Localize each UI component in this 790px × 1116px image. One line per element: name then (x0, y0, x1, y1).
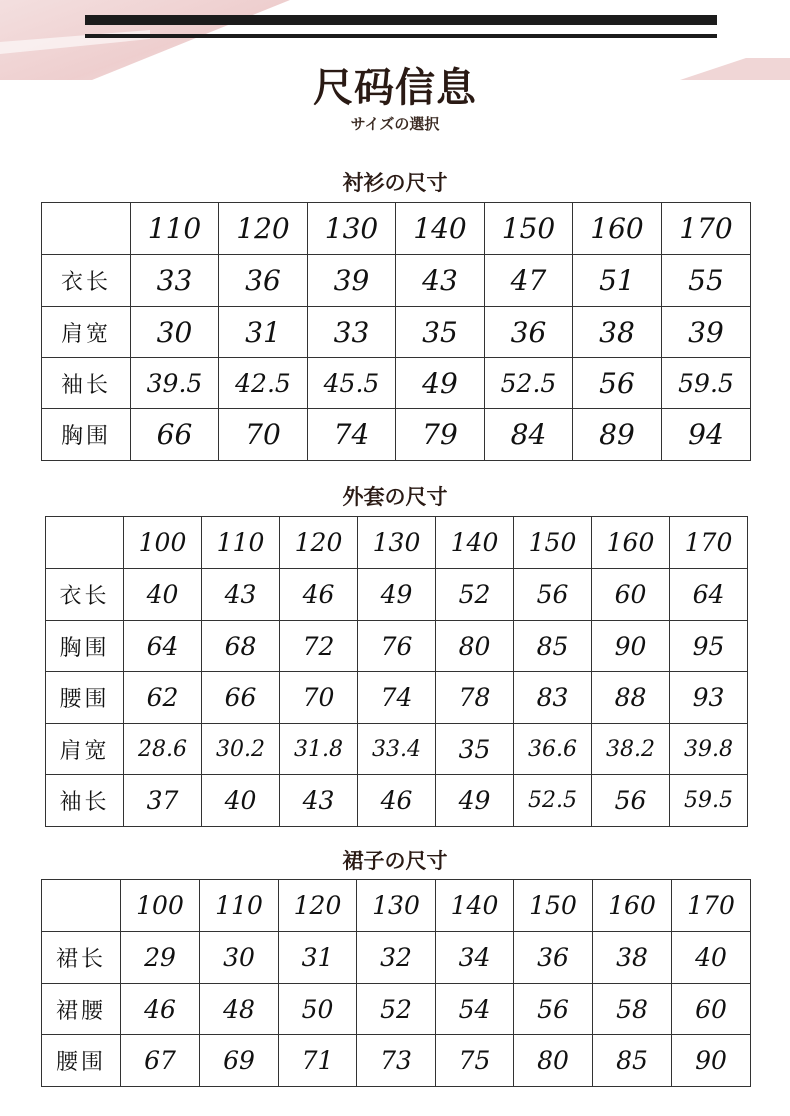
cell: 56 (592, 775, 670, 827)
table-row (46, 724, 748, 775)
cell: 79 (396, 409, 485, 461)
cell: 74 (308, 409, 396, 461)
table-row (42, 358, 751, 409)
row-label: 裙腰 (42, 984, 121, 1035)
cell: 93 (670, 672, 748, 724)
cell: 43 (396, 255, 485, 307)
row-label: 袖长 (46, 775, 124, 827)
cell: 38 (573, 307, 662, 358)
size-header: 160 (573, 203, 662, 255)
cell: 40 (672, 932, 751, 984)
skirt-section-title: 裙子の尺寸 (342, 849, 448, 873)
cell: 58 (593, 984, 672, 1035)
cell: 31 (219, 307, 308, 358)
table-row (42, 1035, 751, 1087)
cell: 83 (514, 672, 592, 724)
size-header: 170 (662, 203, 751, 255)
table-row (42, 984, 751, 1035)
cell: 94 (662, 409, 751, 461)
size-header: 130 (357, 880, 436, 932)
cell: 43 (280, 775, 358, 827)
cell: 70 (219, 409, 308, 461)
size-header: 100 (121, 880, 200, 932)
row-label: 肩宽 (46, 724, 124, 775)
table-row (46, 569, 748, 621)
size-header: 150 (485, 203, 573, 255)
cell: 36.6 (514, 724, 592, 775)
cell: 36 (514, 932, 593, 984)
size-header: 160 (593, 880, 672, 932)
table-row (42, 255, 751, 307)
cell: 49 (396, 358, 485, 409)
cell: 56 (514, 984, 593, 1035)
size-header: 140 (436, 517, 514, 569)
cell: 64 (124, 621, 202, 672)
size-header: 140 (436, 880, 514, 932)
row-label: 胸围 (42, 409, 131, 461)
cell: 78 (436, 672, 514, 724)
page-title: 尺码信息 (313, 65, 477, 111)
table-row (46, 775, 748, 827)
page-subtitle: サイズの選択 (350, 115, 440, 133)
row-label: 衣长 (46, 569, 124, 621)
size-header: 130 (358, 517, 436, 569)
coat-section-title: 外套の尺寸 (342, 485, 448, 509)
cell: 40 (124, 569, 202, 621)
cell: 59.5 (670, 775, 748, 827)
size-header: 150 (514, 880, 593, 932)
row-label: 裙长 (42, 932, 121, 984)
cell: 88 (592, 672, 670, 724)
cell: 33 (131, 255, 219, 307)
corner-cell (46, 517, 124, 569)
cell: 28.6 (124, 724, 202, 775)
cell: 84 (485, 409, 573, 461)
cell: 33.4 (358, 724, 436, 775)
size-header: 120 (279, 880, 357, 932)
cell: 59.5 (662, 358, 751, 409)
cell: 80 (514, 1035, 593, 1087)
size-header: 150 (514, 517, 592, 569)
cell: 66 (202, 672, 280, 724)
cell: 50 (279, 984, 357, 1035)
cell: 40 (202, 775, 280, 827)
cell: 31 (279, 932, 357, 984)
size-header: 120 (280, 517, 358, 569)
cell: 68 (202, 621, 280, 672)
size-header: 160 (592, 517, 670, 569)
header-bar-thin (85, 34, 717, 38)
cell: 45.5 (308, 358, 396, 409)
size-header: 140 (396, 203, 485, 255)
cell: 54 (436, 984, 514, 1035)
cell: 35 (436, 724, 514, 775)
cell: 71 (279, 1035, 357, 1087)
cell: 60 (592, 569, 670, 621)
cell: 42.5 (219, 358, 308, 409)
cell: 32 (357, 932, 436, 984)
cell: 66 (131, 409, 219, 461)
size-header: 100 (124, 517, 202, 569)
size-header: 110 (202, 517, 280, 569)
table-header-row (42, 203, 751, 255)
size-header: 110 (200, 880, 279, 932)
cell: 39 (662, 307, 751, 358)
cell: 73 (357, 1035, 436, 1087)
cell: 39.5 (131, 358, 219, 409)
corner-cell (42, 880, 121, 932)
cell: 48 (200, 984, 279, 1035)
cell: 85 (514, 621, 592, 672)
cell: 30 (131, 307, 219, 358)
cell: 52 (436, 569, 514, 621)
shirt-size-table (41, 202, 751, 461)
cell: 46 (121, 984, 200, 1035)
table-header-row (46, 517, 748, 569)
row-label: 袖长 (42, 358, 131, 409)
row-label: 衣长 (42, 255, 131, 307)
table-row (46, 672, 748, 724)
cell: 52.5 (514, 775, 592, 827)
cell: 55 (662, 255, 751, 307)
cell: 56 (514, 569, 592, 621)
row-label: 腰围 (46, 672, 124, 724)
coat-size-table (45, 516, 748, 827)
size-header: 110 (131, 203, 219, 255)
cell: 90 (672, 1035, 751, 1087)
table-row (42, 307, 751, 358)
cell: 35 (396, 307, 485, 358)
cell: 36 (219, 255, 308, 307)
cell: 85 (593, 1035, 672, 1087)
size-header: 130 (308, 203, 396, 255)
cell: 49 (358, 569, 436, 621)
cell: 90 (592, 621, 670, 672)
cell: 46 (358, 775, 436, 827)
cell: 52.5 (485, 358, 573, 409)
cell: 64 (670, 569, 748, 621)
cell: 95 (670, 621, 748, 672)
size-header: 170 (672, 880, 751, 932)
size-header: 120 (219, 203, 308, 255)
row-label: 腰围 (42, 1035, 121, 1087)
table-header-row (42, 880, 751, 932)
cell: 36 (485, 307, 573, 358)
cell: 31.8 (280, 724, 358, 775)
cell: 69 (200, 1035, 279, 1087)
cell: 75 (436, 1035, 514, 1087)
cell: 33 (308, 307, 396, 358)
cell: 67 (121, 1035, 200, 1087)
cell: 37 (124, 775, 202, 827)
cell: 80 (436, 621, 514, 672)
cell: 56 (573, 358, 662, 409)
cell: 47 (485, 255, 573, 307)
cell: 34 (436, 932, 514, 984)
table-row (42, 409, 751, 461)
cell: 72 (280, 621, 358, 672)
cell: 29 (121, 932, 200, 984)
row-label: 肩宽 (42, 307, 131, 358)
row-label: 胸围 (46, 621, 124, 672)
cell: 52 (357, 984, 436, 1035)
table-row (42, 932, 751, 984)
size-header: 170 (670, 517, 748, 569)
cell: 60 (672, 984, 751, 1035)
cell: 38.2 (592, 724, 670, 775)
cell: 51 (573, 255, 662, 307)
cell: 38 (593, 932, 672, 984)
cell: 39.8 (670, 724, 748, 775)
cell: 46 (280, 569, 358, 621)
header-bar-thick (85, 15, 717, 25)
cell: 76 (358, 621, 436, 672)
shirt-section-title: 衬衫の尺寸 (342, 171, 448, 195)
cell: 70 (280, 672, 358, 724)
cell: 39 (308, 255, 396, 307)
cell: 74 (358, 672, 436, 724)
cell: 89 (573, 409, 662, 461)
cell: 49 (436, 775, 514, 827)
cell: 62 (124, 672, 202, 724)
cell: 30 (200, 932, 279, 984)
table-row (46, 621, 748, 672)
corner-cell (42, 203, 131, 255)
cell: 43 (202, 569, 280, 621)
skirt-size-table (41, 879, 751, 1087)
cell: 30.2 (202, 724, 280, 775)
